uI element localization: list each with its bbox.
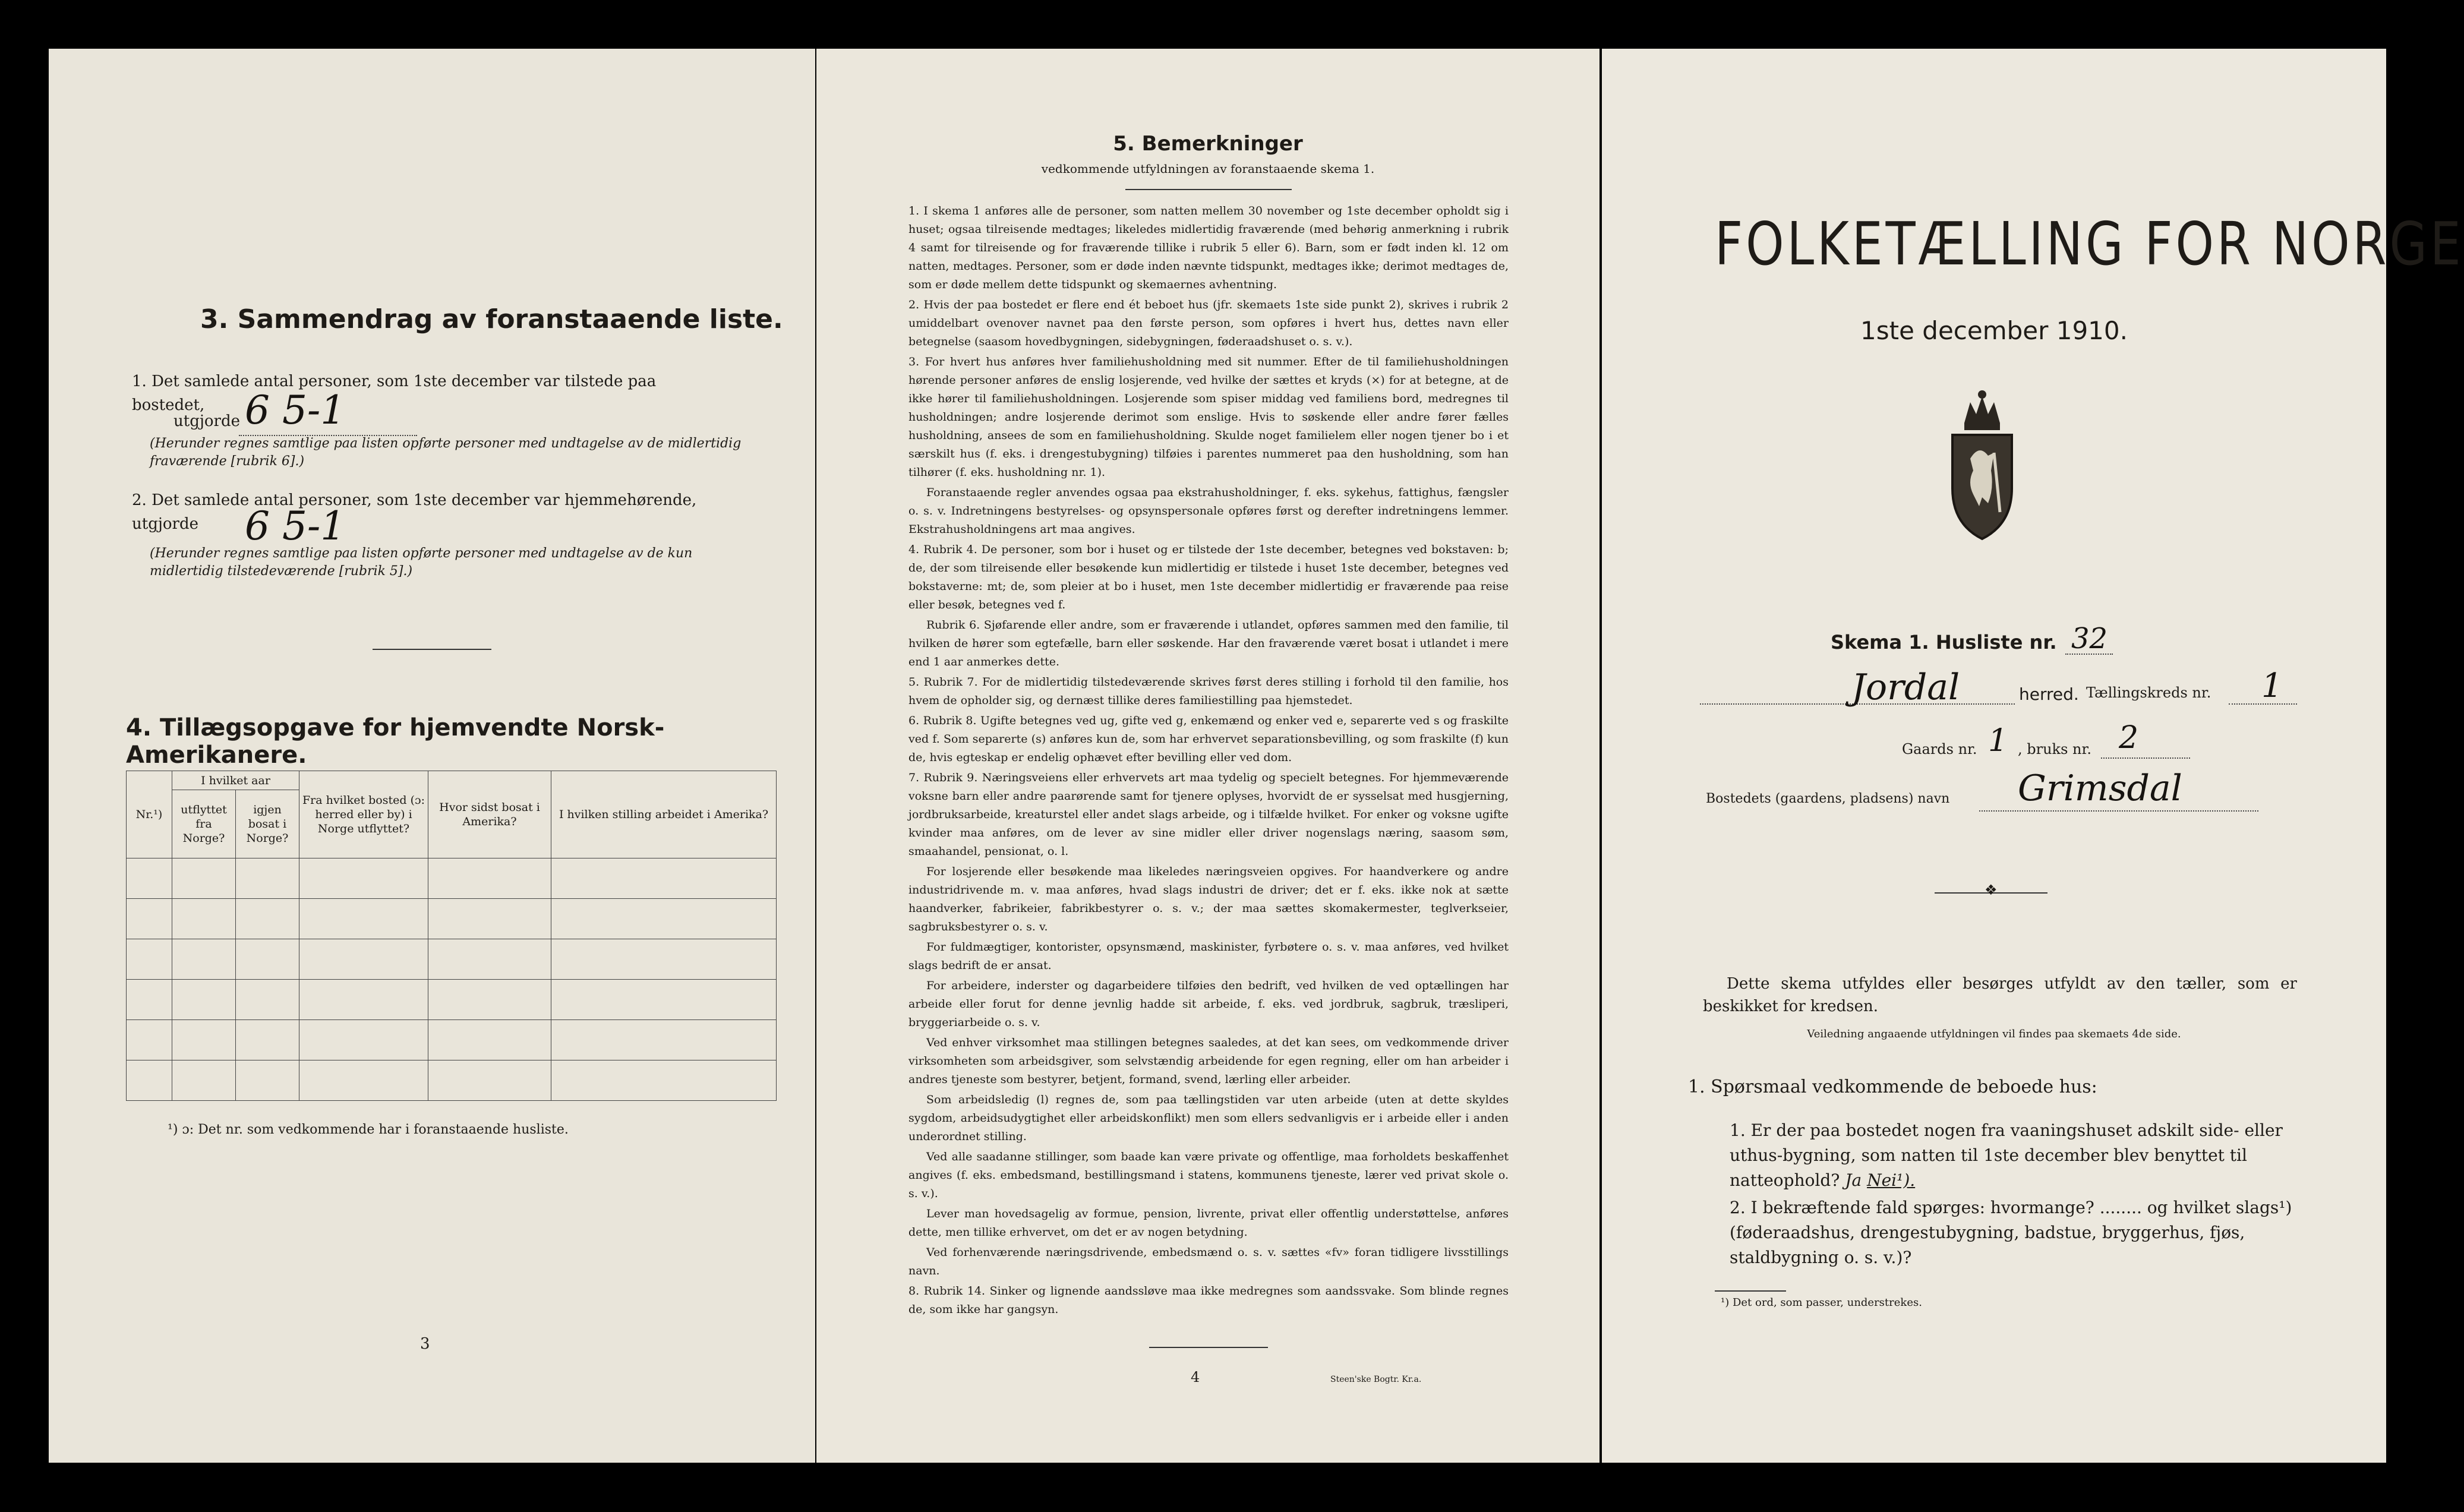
- col-utflyttet: utflyttet fra Norge?: [172, 790, 236, 858]
- question-2: 2. I bekræftende fald spørges: hvormange? ........ og hvilket slags¹) (føderaadshus, drengestubygning, badstue, bryggerhus, fjøs, staldbygning o. s. v.)?: [1730, 1198, 2292, 1267]
- intro-note: Veiledning angaaende utfyldningen vil findes paa skemaets 4de side.: [1807, 1028, 2181, 1040]
- page-1-cover: [1602, 49, 2464, 1463]
- summary-item-1-note: (Herunder regnes samtlige paa listen opførte personer med undtagelse av de midlertidig fraværende [rubrik 6].): [150, 436, 742, 469]
- kreds-value: 1: [2261, 667, 2283, 705]
- page-4: [816, 49, 1599, 1463]
- table-row: [127, 980, 777, 1020]
- intro-text: Dette skema utfyldes eller besørges utfyldt av den tæller, som er beskikket for kredsen.: [1703, 975, 2297, 1015]
- questions-heading: 1. Spørsmaal vedkommende de beboede hus:: [1688, 1077, 2097, 1097]
- divider: [1125, 189, 1292, 190]
- remark-paragraph: 3. For hvert hus anføres hver familiehusholdning med sit nummer. Efter de til familiehusholdningen hørende personer anføres de enslig losjerende, ved hvilke der sættes et kryds (×) for at betegne, at de ikke hører til familiehusholdningen. Losjerende som spiser middag ved familiens bord, medregnes til husholdningen; andre losjerende derimot som enslige. Hvis to søskende eller andre fører fælles husholdning, ansees de som en familiehusholdning. Skulde noget familielem eller nogen tjener bo i et særskilt hus (f. eks. i drengestubygning) tilføies i parentes nummeret paa den husholdning, som han tilhører (f. eks. husholdning nr. 1).: [908, 355, 1509, 479]
- gaards-value: 1: [1988, 723, 2008, 759]
- remark-paragraph: Lever man hovedsagelig av formue, pension, livrente, privat eller offentlig understøttelse, anføres dette, men tillike erhvervet, om det er av nogen betydning.: [908, 1207, 1509, 1239]
- summary-item-2-note: (Herunder regnes samtlige paa listen opførte personer med undtagelse av de kun midlertidig tilstedeværende [rubrik 5].): [150, 546, 693, 579]
- section3-title: 3. Sammendrag av foranstaaende liste.: [200, 304, 783, 334]
- dotline: [2101, 757, 2190, 759]
- col-fra-bosted: Fra hvilket bosted (ɔ: herred eller by) i Norge utflyttet?: [299, 771, 428, 858]
- col-amerika-bosat: Hvor sidst bosat i Amerika?: [428, 771, 551, 858]
- dotline: [1979, 810, 2258, 812]
- remarks-list: [908, 202, 1509, 1321]
- answer-ja[interactable]: Ja: [1845, 1170, 1862, 1190]
- coat-of-arms-icon: [1938, 387, 2027, 542]
- summary-item-1-value: 6 5-1: [245, 387, 346, 433]
- remark-paragraph: 2. Hvis der paa bostedet er flere end ét beboet hus (jfr. skemaets 1ste side punkt 2), skrives i rubrik 2 umiddelbart ovenover navnet paa den første person, som opføres i hvert hus, dettes navn eller betegnelse (saasom hovedbygningen, sidebygningen, føderaadshuset o. s. v.).: [908, 298, 1509, 348]
- col-stilling: I hvilken stilling arbeidet i Amerika?: [551, 771, 777, 858]
- remark-paragraph: Ved alle saadanne stillinger, som baade kan være private og offentlige, maa forholdets beskaffenhet angives (f. eks. embedsmand, bestillingsmand i statens, kommunens tjeneste, lærer ved privat skole o. s. v.).: [908, 1150, 1509, 1200]
- remark-paragraph: Ved forhenværende næringsdrivende, embedsmænd o. s. v. sættes «fv» foran tidligere livsstillings navn.: [908, 1246, 1509, 1277]
- main-title: FOLKETÆLLING FOR NORGE: [1715, 209, 2464, 279]
- summary-item-2: 2. Det samlede antal personer, som 1ste december var hjemmehørende, utgjorde: [132, 491, 697, 533]
- table-row: [127, 1020, 777, 1060]
- remark-paragraph: 5. Rubrik 7. For de midlertidig tilstedeværende skrives først deres stilling i forhold til den familie, hos hvem de opholder sig, og dernæst tillike deres familiestilling paa hjemstedet.: [908, 675, 1509, 707]
- table-row: [127, 1060, 777, 1101]
- bruks-value: 2: [2119, 720, 2139, 756]
- page-number: 3: [420, 1335, 430, 1353]
- table-row: [127, 858, 777, 899]
- page-number: 4: [1191, 1369, 1200, 1385]
- divider: [373, 649, 491, 650]
- section4-title: 4. Tillægsopgave for hjemvendte Norsk-Amerikanere.: [126, 714, 665, 769]
- question-1-text: 1. Er der paa bostedet nogen fra vaaningshuset adskilt side- eller uthus-bygning, som natten til 1ste december blev benyttet til natteophold?: [1730, 1120, 2283, 1190]
- remark-paragraph: 8. Rubrik 14. Sinker og lignende aandssløve maa ikke medregnes som aandssvake. Som blinde regnes de, som ikke har gangsyn.: [908, 1284, 1509, 1316]
- table-footnote: ¹) ɔ: Det nr. som vedkommende har i foranstaaende husliste.: [168, 1122, 569, 1137]
- herred-value: Jordal: [1851, 667, 1960, 708]
- remarks-title: 5. Bemerkninger: [1113, 132, 1303, 156]
- remark-paragraph: 1. I skema 1 anføres alle de personer, som natten mellem 30 november og 1ste december opholdt sig i huset; ogsaa tilreisende medtages; likeledes midlertidig fraværende (med behørig anmerkning i rubrik 4 samt for tilreisende og for fraværende tillike i rubrik 5 eller 6). Barn, som er født inden kl. 12 om natten, medtages. Personer, som er døde inden nævnte tidspunkt, medtages ikke; derimot medtages de, som er døde mellem dette tidspunkt og skemaernes avhentning.: [908, 204, 1509, 291]
- question-1: [1730, 1118, 2312, 1193]
- remark-paragraph: For losjerende eller besøkende maa likeledes næringsveien opgives. For haandverkere og andre industridrivende m. v. maa anføres, hvad slags industri de driver; det er f. eks. ikke nok at sætte haandverker, fabrikeier, fabrikbestyrer o. s. v.; der maa sættes skomakermester, teglverkseier, sagbruksbestyrer o. s. v.: [908, 865, 1509, 933]
- bruks-label: , bruks nr.: [2018, 741, 2091, 757]
- summary-item-2-value: 6 5-1: [245, 503, 346, 549]
- summary-item-1: 1. Det samlede antal personer, som 1ste december var tilstede paa bostedet,: [132, 373, 657, 414]
- table-row: [127, 939, 777, 980]
- printer-mark: Steen'ske Bogtr. Kr.a.: [1330, 1375, 1422, 1384]
- remark-paragraph: 6. Rubrik 8. Ugifte betegnes ved ug, gifte ved g, enkemænd og enker ved e, separerte ved s og fraskilte ved f. Som separerte (s) anføres kun de, som har erhvervet separationsbevilling, og som fraskilte (f) kun de, hvis egteskap er endelig ophævet efter bevilling eller ved dom.: [908, 714, 1509, 764]
- summary-item-1-prefix: utgjorde: [173, 412, 241, 430]
- husliste-nr: 32: [2071, 622, 2108, 655]
- remark-paragraph: For fuldmægtiger, kontorister, opsynsmænd, maskinister, fyrbøtere o. s. v. maa anføres, ved hvilket slags bedrift de er ansat.: [908, 940, 1509, 972]
- kreds-label: Tællingskreds nr.: [2086, 684, 2211, 701]
- page-3: [49, 49, 815, 1463]
- norsk-amerikanere-table: [126, 771, 777, 1101]
- divider: [1149, 1347, 1268, 1348]
- bosted-value: Grimsdal: [2018, 768, 2182, 809]
- col-nr: Nr.¹): [127, 771, 172, 858]
- skema-label: Skema 1. Husliste nr.: [1831, 631, 2057, 654]
- col-igjen-bosat: igjen bosat i Norge?: [236, 790, 299, 858]
- gaards-label: Gaards nr.: [1902, 741, 1977, 757]
- footnote: ¹) Det ord, som passer, understrekes.: [1721, 1296, 1922, 1309]
- remark-paragraph: Som arbeidsledig (l) regnes de, som paa tællingstiden var uten arbeide (uten at dette skyldes sygdom, arbeidsudygtighet eller arbeidskonflikt) men som ellers sedvanligvis er i arbeide eller i anden underordnet stilling.: [908, 1093, 1509, 1143]
- remark-paragraph: For arbeidere, inderster og dagarbeidere tilføies den bedrift, ved hvilken de ved optællingen har arbeide eller forut for denne jevnlig hadde sit arbeide, f. eks. ved jordbruk, sagbruk, træsliperi, bryggeriarbeide o. s. v.: [908, 979, 1509, 1029]
- ornament-icon: ❖: [1985, 882, 1998, 898]
- census-date: 1ste december 1910.: [1860, 316, 2128, 345]
- remark-paragraph: Rubrik 6. Sjøfarende eller andre, som er fraværende i utlandet, opføres sammen med den familie, til hvilken de hører som egtefælle, barn eller søskende. Har den fraværende været bosat i utlandet i mere end 1 aar anmerkes dette.: [908, 618, 1509, 668]
- herred-label: herred.: [2019, 684, 2079, 704]
- answer-nei[interactable]: Nei¹).: [1867, 1170, 1916, 1190]
- remark-paragraph: 4. Rubrik 4. De personer, som bor i huset og er tilstede der 1ste december, betegnes ved bokstaven: b; de, der som tilreisende eller besøkende kun midlertidig er tilstede i huset 1ste december, betegnes ved bokstaverne: mt; de, som pleier at bo i huset, men 1ste december midlertidig er fraværende paa reise eller besøk, betegnes ved f.: [908, 543, 1509, 611]
- col-year-group: I hvilket aar: [172, 771, 299, 790]
- remark-paragraph: Ved enhver virksomhet maa stillingen betegnes saaledes, at det kan sees, om vedkommende driver virksomheten som arbeidsgiver, som selvstændig arbeidende for egen regning, eller om han arbeider i andres tjeneste som bestyrer, betjent, formand, svend, lærling eller arbeider.: [908, 1036, 1509, 1086]
- bosted-label: Bostedets (gaardens, pladsens) navn: [1706, 791, 1950, 806]
- divider: [1715, 1290, 1786, 1292]
- remark-paragraph: Foranstaaende regler anvendes ogsaa paa ekstrahusholdninger, f. eks. sykehus, fattighus, fængsler o. s. v. Indretningens bestyrelses- og opsynspersonale opføres først og derefter indretningens lemmer. Ekstrahusholdningens art maa angives.: [908, 486, 1509, 536]
- table-row: [127, 899, 777, 939]
- remarks-subtitle: vedkommende utfyldningen av foranstaaende skema 1.: [1041, 162, 1375, 176]
- remark-paragraph: 7. Rubrik 9. Næringsveiens eller erhvervets art maa tydelig og specielt betegnes. For hjemmeværende voksne barn eller andre paarørende samt for tjenere oplyses, hvorvidt de er sysselsat med husgjerning, jordbruksarbeide, kreaturstel eller andet slags arbeide, og i tilfælde hvilket. For enker og voksne ugifte kvinder maa anføres, om de lever av sine midler eller driver nogenslags næring, saasom søm, smaahandel, pensionat, o. l.: [908, 771, 1509, 858]
